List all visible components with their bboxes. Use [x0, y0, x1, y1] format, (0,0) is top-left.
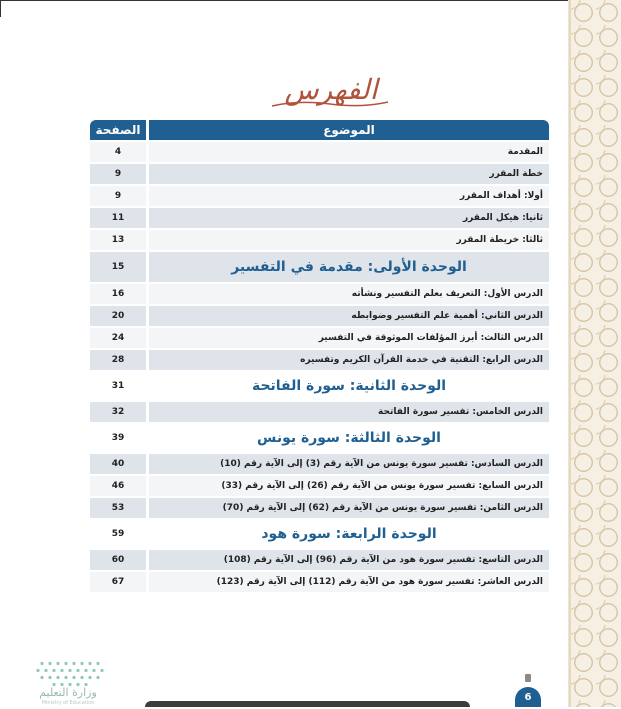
toc-row	[90, 230, 549, 250]
toc-row	[90, 498, 549, 518]
toc-row	[90, 284, 549, 304]
toc-topic: الدرس الأول: التعريف بعلم التفسير ونشأته	[149, 284, 549, 304]
toc-topic: ثانيا: هيكل المقرر	[149, 208, 549, 228]
toc-topic: الوحدة الأولى: مقدمة في التفسير	[149, 252, 549, 282]
title-swash-icon	[268, 98, 392, 110]
toc-row	[90, 328, 549, 348]
header-page: الصفحة	[90, 120, 149, 140]
toc-topic: الدرس التاسع: تفسير سورة هود من الآية رقم (96) إلى الآية رقم (108)	[149, 550, 549, 570]
toc-page-number: 53	[90, 498, 149, 518]
toc-row	[90, 454, 549, 474]
toc-topic: خطة المقرر	[149, 164, 549, 184]
toc-header-row	[90, 120, 549, 140]
toc-topic: الدرس الثاني: أهمية علم التفسير وضوابطه	[149, 306, 549, 326]
page-number-badge: 6	[515, 687, 541, 707]
toc-topic: الوحدة الثانية: سورة الفاتحة	[149, 372, 549, 400]
toc-page-number: 39	[90, 424, 149, 452]
toc-row	[90, 350, 549, 370]
toc-unit-row	[90, 252, 549, 282]
toc-topic: الدرس الخامس: تفسير سورة الفاتحة	[149, 402, 549, 422]
toc-page-number: 46	[90, 476, 149, 496]
toc-page-number: 20	[90, 306, 149, 326]
toc-row	[90, 208, 549, 228]
toc-page-number: 32	[90, 402, 149, 422]
toc-topic: الدرس الرابع: التقنية في خدمة القرآن الكريم وتفسيره	[149, 350, 549, 370]
toc-page-number: 15	[90, 252, 149, 282]
toc-page-number: 40	[90, 454, 149, 474]
toc-topic: الوحدة الرابعة: سورة هود	[149, 520, 549, 548]
toc-unit-row	[90, 372, 549, 400]
toc-row	[90, 572, 549, 592]
table-of-contents	[90, 118, 549, 594]
toc-row	[90, 550, 549, 570]
toc-topic: الوحدة الثالثة: سورة يونس	[149, 424, 549, 452]
toc-row	[90, 476, 549, 496]
toc-topic: الدرس الثامن: تفسير سورة يونس من الآية رقم (62) إلى الآية رقم (70)	[149, 498, 549, 518]
toc-topic: المقدمة	[149, 142, 549, 162]
toc-row	[90, 402, 549, 422]
toc-topic: الدرس الثالث: أبرز المؤلفات الموثوقة في التفسير	[149, 328, 549, 348]
header-topic: الموضوع	[149, 120, 549, 140]
toc-page-number: 67	[90, 572, 149, 592]
bottom-bar	[145, 701, 470, 707]
toc-page-number: 31	[90, 372, 149, 400]
toc-page-number: 24	[90, 328, 149, 348]
toc-topic: الدرس السابع: تفسير سورة يونس من الآية رقم (26) إلى الآية رقم (33)	[149, 476, 549, 496]
page-top-border	[0, 0, 568, 17]
toc-page-number: 9	[90, 164, 149, 184]
ministry-name: وزارة التعليم	[39, 686, 97, 699]
toc-topic: أولا: أهداف المقرر	[149, 186, 549, 206]
decorative-ornament-strip	[569, 0, 621, 707]
toc-topic: ثالثا: خريطة المقرر	[149, 230, 549, 250]
toc-page-number: 59	[90, 520, 149, 548]
toc-page-number: 16	[90, 284, 149, 304]
toc-page-number: 13	[90, 230, 149, 250]
ministry-name-en: Ministry of Education	[41, 700, 95, 706]
toc-unit-row	[90, 424, 549, 452]
toc-row	[90, 142, 549, 162]
toc-page-number: 60	[90, 550, 149, 570]
toc-page-number: 4	[90, 142, 149, 162]
toc-page-number: 9	[90, 186, 149, 206]
emblem-icon	[522, 672, 534, 684]
page-title: الفهرس	[284, 73, 378, 106]
toc-unit-row	[90, 520, 549, 548]
toc-row	[90, 186, 549, 206]
toc-page-number: 28	[90, 350, 149, 370]
toc-topic: الدرس العاشر: تفسير سورة هود من الآية رقم (112) إلى الآية رقم (123)	[149, 572, 549, 592]
toc-topic: الدرس السادس: تفسير سورة يونس من الآية رقم (3) إلى الآية رقم (10)	[149, 454, 549, 474]
toc-row	[90, 306, 549, 326]
toc-page-number: 11	[90, 208, 149, 228]
toc-row	[90, 164, 549, 184]
